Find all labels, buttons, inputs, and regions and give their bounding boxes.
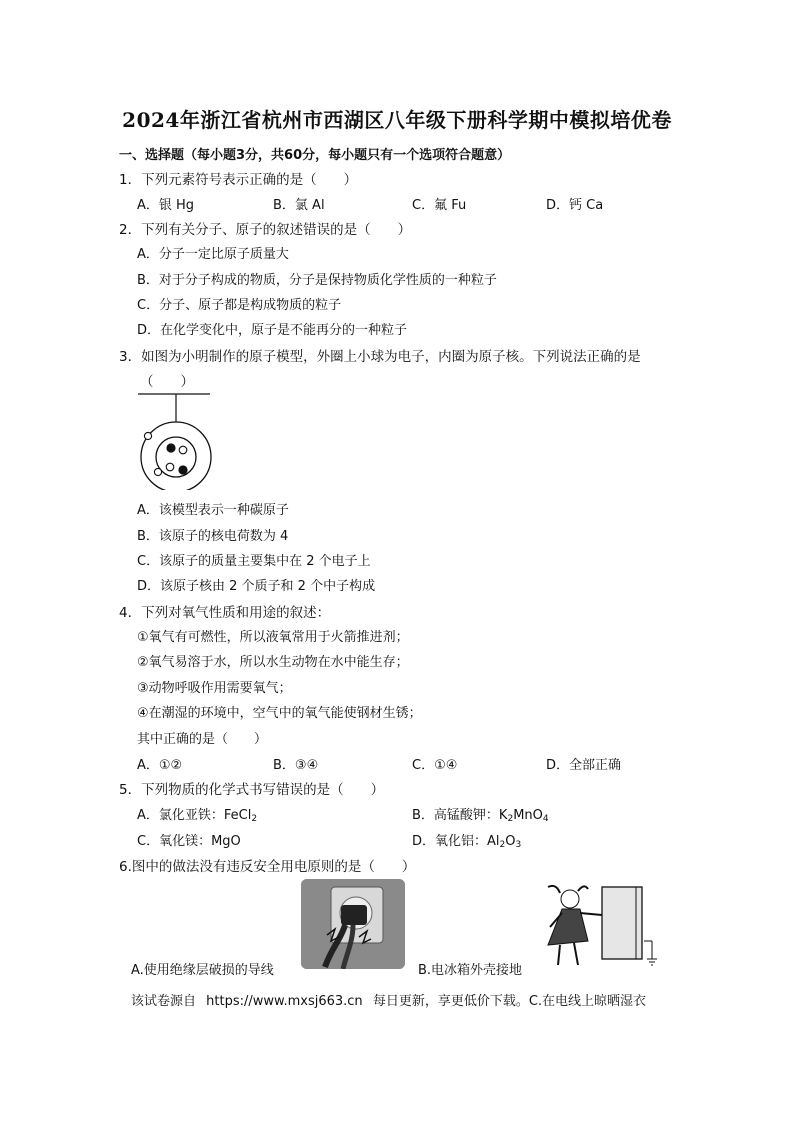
q3-option-c: C．该原子的质量主要集中在 2 个电子上 bbox=[137, 554, 371, 569]
q4-option-d: D．全部正确 bbox=[546, 758, 622, 773]
q1-option-b: B．氯 Al bbox=[273, 198, 325, 213]
footer-source: 该试卷源自 bbox=[131, 994, 197, 1009]
q2-option-a: A．分子一定比原子质量大 bbox=[137, 247, 289, 262]
q6-option-a: A.使用绝缘层破损的导线 bbox=[131, 963, 274, 978]
q1-option-c: C．氟 Fu bbox=[412, 198, 467, 213]
section-heading: 一、选择题（每小题3分，共60分，每小题只有一个选项符合题意） bbox=[119, 148, 511, 163]
q5-option-c: C．氧化镁：MgO bbox=[137, 834, 241, 849]
q4-item-2: ②氧气易溶于水，所以水生动物在水中能生存； bbox=[137, 655, 409, 670]
q1-option-a: A．银 Hg bbox=[137, 198, 195, 213]
q5-option-a: A．氯化亚铁：FeCl$_2$ bbox=[137, 808, 258, 824]
source-footer bbox=[131, 990, 652, 1009]
electron-orbit bbox=[141, 422, 211, 490]
question-3-stem: 3．如图为小明制作的原子模型，外圈上小球为电子，内圈为原子核。下列说法正确的是 bbox=[119, 349, 641, 365]
q4-item-4: ④在潮湿的环境中，空气中的氧气能使钢材生锈； bbox=[137, 706, 422, 721]
q4-option-a: A．①② bbox=[137, 758, 183, 773]
q5-option-b: B．高锰酸钾：$K_2MnO_4$ bbox=[412, 808, 549, 824]
electron bbox=[154, 468, 161, 475]
q2-option-c: C．分子、原子都是构成物质的粒子 bbox=[137, 298, 342, 313]
footer-tail: 每日更新，享更低价下载。C.在电线上晾晒湿衣 bbox=[372, 994, 647, 1009]
question-6-stem: 6.图中的做法没有违反安全用电原则的是（ ） bbox=[119, 859, 416, 875]
neutron bbox=[179, 446, 187, 454]
question-1-stem: 1．下列元素符号表示正确的是（ ） bbox=[119, 172, 358, 188]
q4-option-c: C．①④ bbox=[412, 758, 458, 773]
question-5-stem: 5．下列物质的化学式书写错误的是（ ） bbox=[119, 782, 385, 798]
q4-item-3: ③动物呼吸作用需要氧气； bbox=[137, 681, 292, 696]
proton bbox=[178, 465, 187, 474]
question-2-stem: 2．下列有关分子、原子的叙述错误的是（ ） bbox=[119, 222, 412, 238]
question-4-stem: 4．下列对氧气性质和用途的叙述： bbox=[119, 605, 331, 621]
page-title: 2024年浙江省杭州市西湖区八年级下册科学期中模拟培优卷 bbox=[122, 108, 672, 132]
question-3-paren: （ ） bbox=[140, 374, 194, 390]
q2-option-d: D．在化学变化中，原子是不能再分的一种粒子 bbox=[137, 323, 408, 338]
atom-model-figure bbox=[136, 390, 216, 490]
proton bbox=[166, 443, 175, 452]
q6-option-b: B.电冰箱外壳接地 bbox=[418, 963, 523, 978]
q3-option-d: D．该原子核由 2 个质子和 2 个中子构成 bbox=[137, 579, 376, 594]
damaged-wire-photo bbox=[301, 879, 405, 969]
fridge-grounding-illustration bbox=[540, 879, 670, 971]
q4-option-b: B．③④ bbox=[273, 758, 319, 773]
q3-option-a: A．该模型表示一种碳原子 bbox=[137, 503, 289, 518]
electron bbox=[144, 432, 151, 439]
q5-option-d: D．氧化铝：$Al_2O_3$ bbox=[412, 834, 522, 850]
q4-ask: 其中正确的是（ ） bbox=[137, 732, 268, 747]
footer-url[interactable]: https://www.mxsj663.cn bbox=[206, 994, 363, 1009]
q2-option-b: B．对于分子构成的物质，分子是保持物质化学性质的一种粒子 bbox=[137, 273, 497, 288]
neutron bbox=[166, 463, 174, 471]
q3-option-b: B．该原子的核电荷数为 4 bbox=[137, 529, 289, 544]
q1-option-d: D．钙 Ca bbox=[546, 198, 604, 213]
q4-item-1: ①氧气有可燃性，所以液氧常用于火箭推进剂； bbox=[137, 630, 409, 645]
